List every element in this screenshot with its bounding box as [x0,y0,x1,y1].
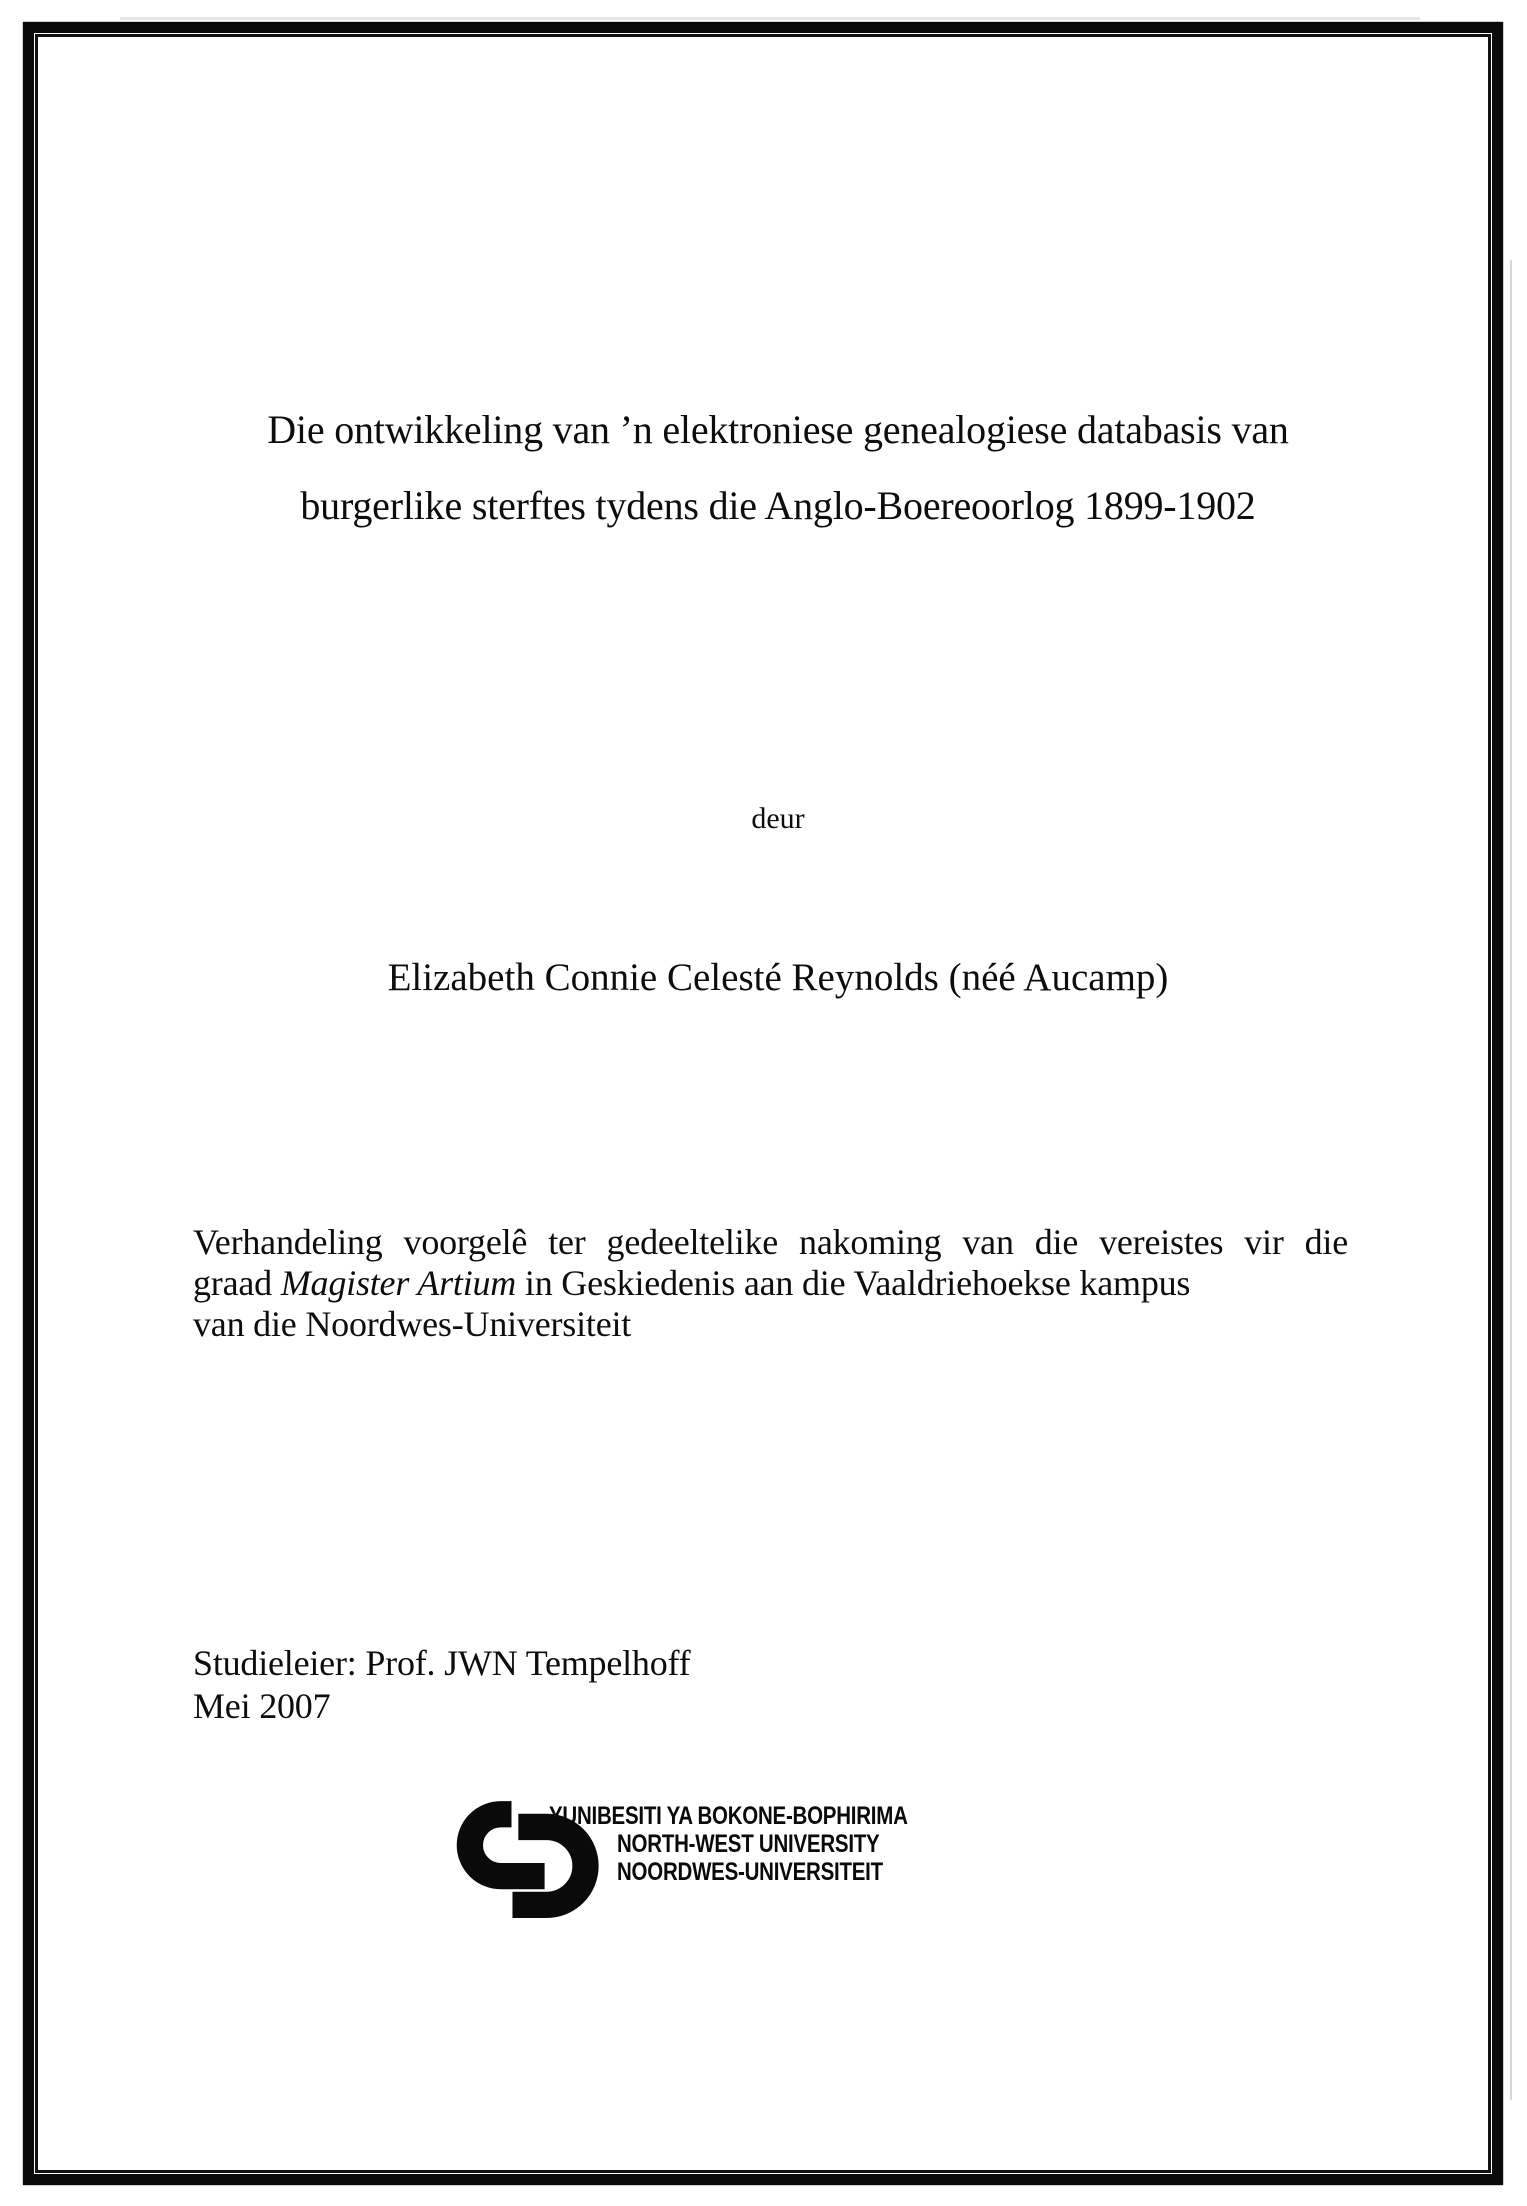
degree-statement [193,1222,1348,1345]
supervisor-line: Studieleier: Prof. JWN Tempelhoff [193,1643,691,1683]
degree-statement-line-2 [193,1263,1348,1304]
thesis-title [193,392,1363,544]
scan-artifact [120,17,1420,20]
logo-text-english: NORTH-WEST UNIVERSITY [617,1830,880,1858]
author-name: Elizabeth Connie Celesté Reynolds (néé Aucamp) [387,956,1169,999]
logo-text-afrikaans: NOORDWES-UNIVERSITEIT [617,1858,883,1886]
date-line: Mei 2007 [193,1686,331,1726]
byline-preposition: deur [751,802,805,835]
thesis-title-line-1: Die ontwikkeling van ’n elektroniese genealogiese databasis van [267,407,1289,452]
logo-text-setswana: YUNIBESITI YA BOKONE-BOPHIRIMA [549,1802,908,1830]
degree-line-2-pre: graad [193,1263,281,1303]
degree-statement-line-1: Verhandeling voorgelê ter gedeeltelike nakoming van die vereistes vir die [193,1222,1348,1262]
supervisor-block [193,1642,1348,1728]
degree-name-italic: Magister Artium [280,1263,517,1303]
degree-line-2-post: in Geskiedenis aan die Vaaldriehoekse kampus [516,1263,1191,1303]
thesis-title-line-2: burgerlike sterftes tydens die Anglo-Boereoorlog 1899-1902 [300,483,1256,528]
degree-statement-line-3: van die Noordwes-Universiteit [193,1304,632,1344]
scan-artifact [1510,260,1512,2100]
